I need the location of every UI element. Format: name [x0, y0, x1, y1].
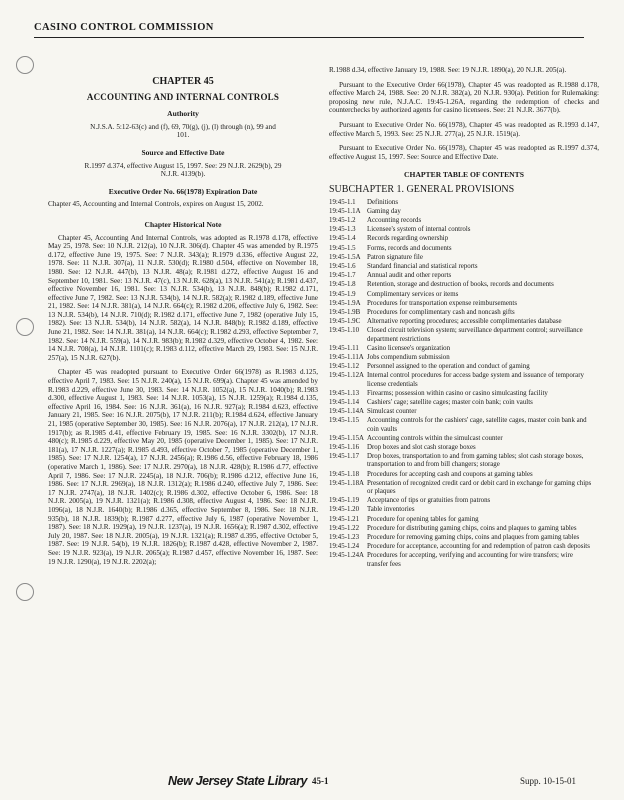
- punch-hole: [16, 583, 34, 601]
- toc-section-number: 19:45-1.6: [329, 262, 356, 270]
- toc-section-number: 19:45-1.19: [329, 497, 360, 505]
- toc-section-number: 19:45-1.11: [329, 344, 359, 352]
- toc-section-title: Closed circuit television system; surveillance department control; surveillance department restrictions: [367, 327, 583, 343]
- source-heading: Source and Effective Date: [141, 147, 225, 157]
- toc-entry: [329, 327, 599, 343]
- toc-section-title: Procedures for accepting, verifying and accounting for wire transfers; wire transfer fees: [367, 552, 573, 568]
- toc-entry: [329, 552, 599, 568]
- toc-section-title: Drop boxes, transportation to and from gaming tables; slot cash storage boxes, transportation to and from bill changers; storage: [367, 453, 584, 469]
- toc-entry: [329, 417, 599, 433]
- chapter-number: CHAPTER 45: [152, 76, 214, 87]
- toc-section-title: Simulcast counter: [367, 408, 417, 416]
- punch-hole: [16, 56, 34, 74]
- toc-entry: [329, 345, 599, 353]
- toc-section-number: 19:45-1.15A: [329, 434, 365, 442]
- toc-section-title: Jobs compendium submission: [367, 353, 450, 361]
- library-logo: New Jersey State Library: [168, 774, 308, 788]
- page-footer: [0, 776, 624, 792]
- toc-section-number: 19:45-1.16: [329, 444, 360, 452]
- toc-entry: [329, 245, 599, 253]
- toc-section-title: Procedures for transportation expense reimbursements: [367, 299, 518, 307]
- authority-text: N.J.S.A. 5:12-63(c) and (f), 69, 70(g), (j), (l) through (n), 99 and 101.: [90, 122, 276, 140]
- toc-section-title: Definitions: [367, 198, 399, 206]
- readoption-note-3: Pursuant to Executive Order No. 66(1978), Chapter 45 was readopted as R.1997 d.374, effective August 15, 1997. See: Source and Effective Date.: [329, 144, 599, 161]
- toc-section-title: Procedures for accepting cash and coupons at gaming tables: [367, 470, 533, 478]
- toc-entry: [329, 272, 599, 280]
- toc-entry: [329, 506, 599, 514]
- toc-list: [329, 199, 599, 569]
- toc-entry: [329, 408, 599, 416]
- toc-section-title: Drop boxes and slot cash storage boxes: [367, 444, 476, 452]
- toc-entry: [329, 281, 599, 289]
- history-paragraph-1: Chapter 45, Accounting And Internal Controls, was adopted as R.1978 d.178, effective May 25, 1978. See: 10 N.J.R. 212(a), 10 N.J.R. 306(d). Chapter 45 was amended by R.1975 d.172, effective June 19, 1975. See: 7 N.J.R. 343(a); R.1979 d.336, effective August 22, 1978. See: 11 N.J.R. 307(a), 11 N.J.R. 530(d); R.1980 d.504, effective on November 18, 1980. See: 12 N.J.R. 447(b), 13 N.J.R. 48(a); R.1981 d.272, effective August 16 and September 10, 1981. See: 13 N.J.R. 47(c), 13 N.J.R. 628(a), 13 N.J.R. 541(a); R.1981 d.437, effective November 16, 1981. See: 13 N.J.R. 534(b), 13 N.J.R. 848(b); R.1982 d.171, effective June 7, 1982. See: 13 N.J.R. 534(b), 14 N.J.R. 582(a); R.1982 d.189, effective June 21, 1982. See: 14 N.J.R. 381(a), 14 N.J.R. 664(c); R.1982 d.206, effective July 6, 1982. See: 13 N.J.R. 534(b), 14 N.J.R. 710(d); R.1982 d.171, effective June 7, 1982 (operative July 15, 1982). See: 13 N.J.R. 534(b), 14 N.J.R. 582(a), 14 N.J.R. 848(b); R.1982 d.189, effective June 21, 1982. See: 14 N.J.R. 381(a), 14 N.J.R. 664(c); R.1982 d.293, effective September 7, 1982. See: 14 N.J.R. 559(a), 14 N.J.R. 983(b); R.1982 d.329, effective October 4, 1982. See: 14 N.J.R. 708(a), 14 N.J.R. 1101(c); R.1983 d.112, effective March 29, 1983. See: 15 N.J.R. 257(a), 15 N.J.R. 627(b).: [48, 233, 318, 362]
- toc-entry: [329, 525, 599, 533]
- toc-entry: [329, 235, 599, 243]
- toc-entry: [329, 263, 599, 271]
- toc-entry: [329, 363, 599, 371]
- toc-section-title: Procedure for removing gaming chips, coins and plaques from gaming tables: [367, 534, 580, 542]
- toc-entry: [329, 217, 599, 225]
- toc-section-title: Casino licensee's organization: [367, 344, 451, 352]
- chapter-title: ACCOUNTING AND INTERNAL CONTROLS: [86, 91, 280, 102]
- supplement-date: Supp. 10-15-01: [520, 776, 576, 786]
- toc-entry: [329, 399, 599, 407]
- toc-section-number: 19:45-1.18: [329, 470, 360, 478]
- toc-section-title: Firearms; possession within casino or casino simulcasting facility: [367, 389, 548, 397]
- toc-entry: [329, 543, 599, 551]
- toc-section-title: Alternative reporting procedures; accessible complimentaries database: [367, 318, 562, 326]
- toc-heading: CHAPTER TABLE OF CONTENTS: [404, 170, 524, 180]
- toc-entry: [329, 291, 599, 299]
- toc-section-title: Procedures for complimentary cash and noncash gifts: [367, 308, 515, 316]
- toc-section-title: Accounting records: [367, 216, 422, 224]
- toc-section-title: Forms, records and documents: [367, 244, 452, 252]
- toc-section-number: 19:45-1.10: [329, 327, 360, 335]
- toc-entry: [329, 534, 599, 542]
- toc-entry: [329, 254, 599, 262]
- toc-section-title: Acceptance of tips or gratuities from patrons: [367, 497, 491, 505]
- toc-section-number: 19:45-1.14A: [329, 408, 365, 416]
- toc-entry: [329, 516, 599, 524]
- toc-entry: [329, 300, 599, 308]
- toc-section-number: 19:45-1.5A: [329, 253, 361, 261]
- toc-section-title: Cashiers' cage; satellite cages; master coin bank; coin vaults: [367, 399, 533, 406]
- toc-section-number: 19:45-1.1A: [329, 207, 361, 215]
- toc-section-title: Complimentary services or items: [367, 290, 459, 298]
- right-column: [329, 66, 599, 570]
- toc-section-number: 19:45-1.8: [329, 281, 356, 289]
- toc-section-title: Presentation of recognized credit card or debit card in exchange for gaming chips or plaques: [367, 479, 592, 496]
- toc-section-number: 19:45-1.18A: [329, 479, 365, 487]
- toc-section-number: 19:45-1.14: [329, 399, 360, 406]
- page-number: 45-1: [312, 776, 329, 786]
- toc-section-number: 19:45-1.5: [329, 244, 356, 252]
- toc-section-title: Table inventories: [367, 506, 415, 514]
- toc-entry: [329, 435, 599, 443]
- toc-section-number: 19:45-1.24: [329, 543, 360, 551]
- authority-heading: Authority: [167, 109, 199, 119]
- toc-section-title: Retention, storage and destruction of books, records and documents: [367, 281, 554, 289]
- eo-text: Chapter 45, Accounting and Internal Controls, expires on August 15, 2002.: [48, 200, 264, 209]
- toc-section-number: 19:45-1.12: [329, 363, 360, 371]
- toc-section-number: 19:45-1.9B: [329, 308, 361, 316]
- toc-entry: [329, 309, 599, 317]
- eo-heading: Executive Order No. 66(1978) Expiration Date: [108, 186, 258, 196]
- toc-section-number: 19:45-1.3: [329, 226, 356, 234]
- toc-section-title: Procedure for distributing gaming chips, coins and plaques to gaming tables: [367, 524, 577, 532]
- toc-section-title: Annual audit and other reports: [367, 272, 452, 280]
- toc-section-number: 19:45-1.24A: [329, 552, 365, 560]
- left-column: [48, 66, 318, 572]
- toc-entry: [329, 497, 599, 505]
- readoption-note-2: Pursuant to Executive Order No. 66(1978), Chapter 45 was readopted as R.1993 d.147, effective March 5, 1993. See: 25 N.J.R. 277(a), 25 N.J.R. 1519(a).: [329, 120, 599, 138]
- toc-section-number: 19:45-1.4: [329, 235, 356, 243]
- toc-section-title: Procedure for opening tables for gaming: [367, 515, 479, 523]
- history-continued: R.1988 d.34, effective January 19, 1988. See: 19 N.J.R. 1890(a), 20 N.J.R. 205(a).: [329, 66, 567, 74]
- toc-section-title: Accounting controls for the cashiers' cage, satellite cages, master coin bank and coin vaults: [367, 417, 587, 433]
- toc-section-number: 19:45-1.21: [329, 515, 360, 523]
- source-text: R.1997 d.374, effective August 15, 1997. See: 29 N.J.R. 2629(b), 29 N.J.R. 4139(b).: [84, 161, 282, 179]
- toc-entry: [329, 471, 599, 479]
- toc-section-number: 19:45-1.9A: [329, 299, 361, 307]
- toc-section-title: Records regarding ownership: [367, 235, 449, 243]
- running-head: CASINO CONTROL COMMISSION: [34, 22, 214, 33]
- toc-entry: [329, 390, 599, 398]
- history-paragraph-2: Chapter 45 was readopted pursuant to Executive Order 66(1978) as R.1983 d.125, effective April 7, 1983. See: 15 N.J.R. 240(a), 15 N.J.R. 699(a). Chapter 45 was amended by R.1983 d.229, effective June 30, 1983. See: 14 N.J.R. 1052(a), 15 N.J.R. 1040(b); R.1983 d.300, effective August 1, 1983. See: 14 N.J.R. 1053(a), 15 N.J.R. 1259(a); R.1984 d.135, effective April 16, 1984. See: 16 N.J.R. 361(a), 16 N.J.R. 927(a); R.1984 d.623, effective January 21, 1985. See: 16 N.J.R. 2075(b), 17 N.J.R. 211(b); R.1984 d.624, effective January 21, 1985 (operative September 30, 1985). See: 16 N.J.R. 2076(a), 17 N.J.R. 212(a), 17 N.J.R. 1917(b); as R.1985 d.41, effective February 19, 1985. See: 16 N.J.R. 3302(b), 17 N.J.R. 480(c); R.1985 d.229, effective May 20, 1985 (operative December 1, 1985). See: 17 N.J.R. 181(a), 17 N.J.R. 1227(a); R.1985 d.493, effective October 7, 1985 (operative December 1, 1985). See: 17 N.J.R. 1254(a), 17 N.J.R. 2456(a); R.1986 d.56, effective February 18, 1986 (operative March 1, 1986). See: 17 N.J.R. 2970(a), 18 N.J.R. 428(b); R.1986 d.77, effective April 7, 1986. See: 17 N.J.R. 2245(a), 18 N.J.R. 706(b); R.1986 d.212, effective June 16, 1986. See: 17 N.J.R. 2969(a), 18 N.J.R. 1312(a); R.1986 d.240, effective July 7, 1986. See: 17 N.J.R. 2747(a), 18 N.J.R. 1402(c); R.1986 d.302, effective October 6, 1986. See: 18 N.J.R. 2005(a), 19 N.J.R. 1321(a); R.1986 d.308, effective August 4, 1986. See: 18 N.J.R. 1096(a), 18 N.J.R. 1640(b); R.1986 d.365, effective September 8, 1986. See: 18 N.J.R. 935(b), 18 N.J.R. 1839(b); R.1987 d.277, effective July 6, 1987 (operative November 1, 1987). See: 18 N.J.R. 1929(a), 19 N.J.R. 1237(a), 19 N.J.R. 1656(a); R.1987 d.302, effective July 20, 1987. See: 18 N.J.R. 2005(a), 19 N.J.R. 1321(a); R.1987 d.395, effective October 5, 1987. See: 19 N.J.R. 54(b), 19 N.J.R. 1826(b); R.1987 d.428, effective November 2, 1987. See: 19 N.J.R. 923(a), 19 N.J.R. 2065(a); R.1987 d.457, effective November 16, 1987. See: 19 N.J.R. 1290(a), 19 N.J.R. 2202(a);: [48, 368, 318, 566]
- toc-section-title: Patron signature file: [367, 253, 423, 261]
- toc-section-number: 19:45-1.23: [329, 534, 360, 542]
- readoption-note-1: Pursuant to the Executive Order 66(1978), Chapter 45 was readopted as R.1988 d.178, effective March 24, 1988. See: 20 N.J.R. 382(a), 20 N.J.R. 930(a). Petition for Rulemaking: proposing new rule, N.J.A.C. 19:45-1.26A, regarding the redemption of checks and counterchecks by authorized agents for casino licensees. See: 21 N.J.R. 3677(b).: [329, 80, 599, 115]
- toc-entry: [329, 208, 599, 216]
- toc-section-number: 19:45-1.9C: [329, 318, 361, 326]
- header-rule: [34, 37, 584, 38]
- toc-section-number: 19:45-1.2: [329, 216, 356, 224]
- toc-entry: [329, 318, 599, 326]
- toc-section-number: 19:45-1.22: [329, 524, 360, 532]
- toc-section-number: 19:45-1.1: [329, 198, 356, 206]
- toc-section-number: 19:45-1.17: [329, 453, 360, 461]
- toc-section-number: 19:45-1.12A: [329, 372, 365, 380]
- toc-section-title: Standard financial and statistical reports: [367, 262, 478, 270]
- toc-section-title: Procedure for acceptance, accounting for and redemption of patron cash deposits: [367, 543, 590, 551]
- history-heading: Chapter Historical Note: [144, 219, 222, 229]
- toc-entry: [329, 226, 599, 234]
- toc-entry: [329, 453, 599, 469]
- toc-entry: [329, 372, 599, 388]
- toc-section-title: Personnel assigned to the operation and conduct of gaming: [367, 363, 530, 371]
- toc-section-number: 19:45-1.13: [329, 389, 360, 397]
- toc-entry: [329, 354, 599, 362]
- toc-section-title: Gaming day: [367, 207, 401, 215]
- punch-hole: [16, 318, 34, 336]
- toc-section-title: Internal control procedures for access badge system and issuance of temporary license credentials: [367, 372, 584, 388]
- toc-entry: [329, 480, 599, 496]
- toc-section-number: 19:45-1.11A: [329, 353, 364, 361]
- toc-section-number: 19:45-1.20: [329, 506, 360, 514]
- toc-entry: [329, 199, 599, 207]
- toc-section-number: 19:45-1.7: [329, 272, 356, 280]
- subchapter-heading: SUBCHAPTER 1. GENERAL PROVISIONS: [329, 183, 515, 195]
- toc-section-number: 19:45-1.9: [329, 290, 356, 298]
- toc-section-title: Licensee's system of internal controls: [367, 226, 471, 234]
- toc-section-title: Accounting controls within the simulcast counter: [367, 434, 503, 442]
- toc-section-number: 19:45-1.15: [329, 417, 360, 425]
- toc-entry: [329, 444, 599, 452]
